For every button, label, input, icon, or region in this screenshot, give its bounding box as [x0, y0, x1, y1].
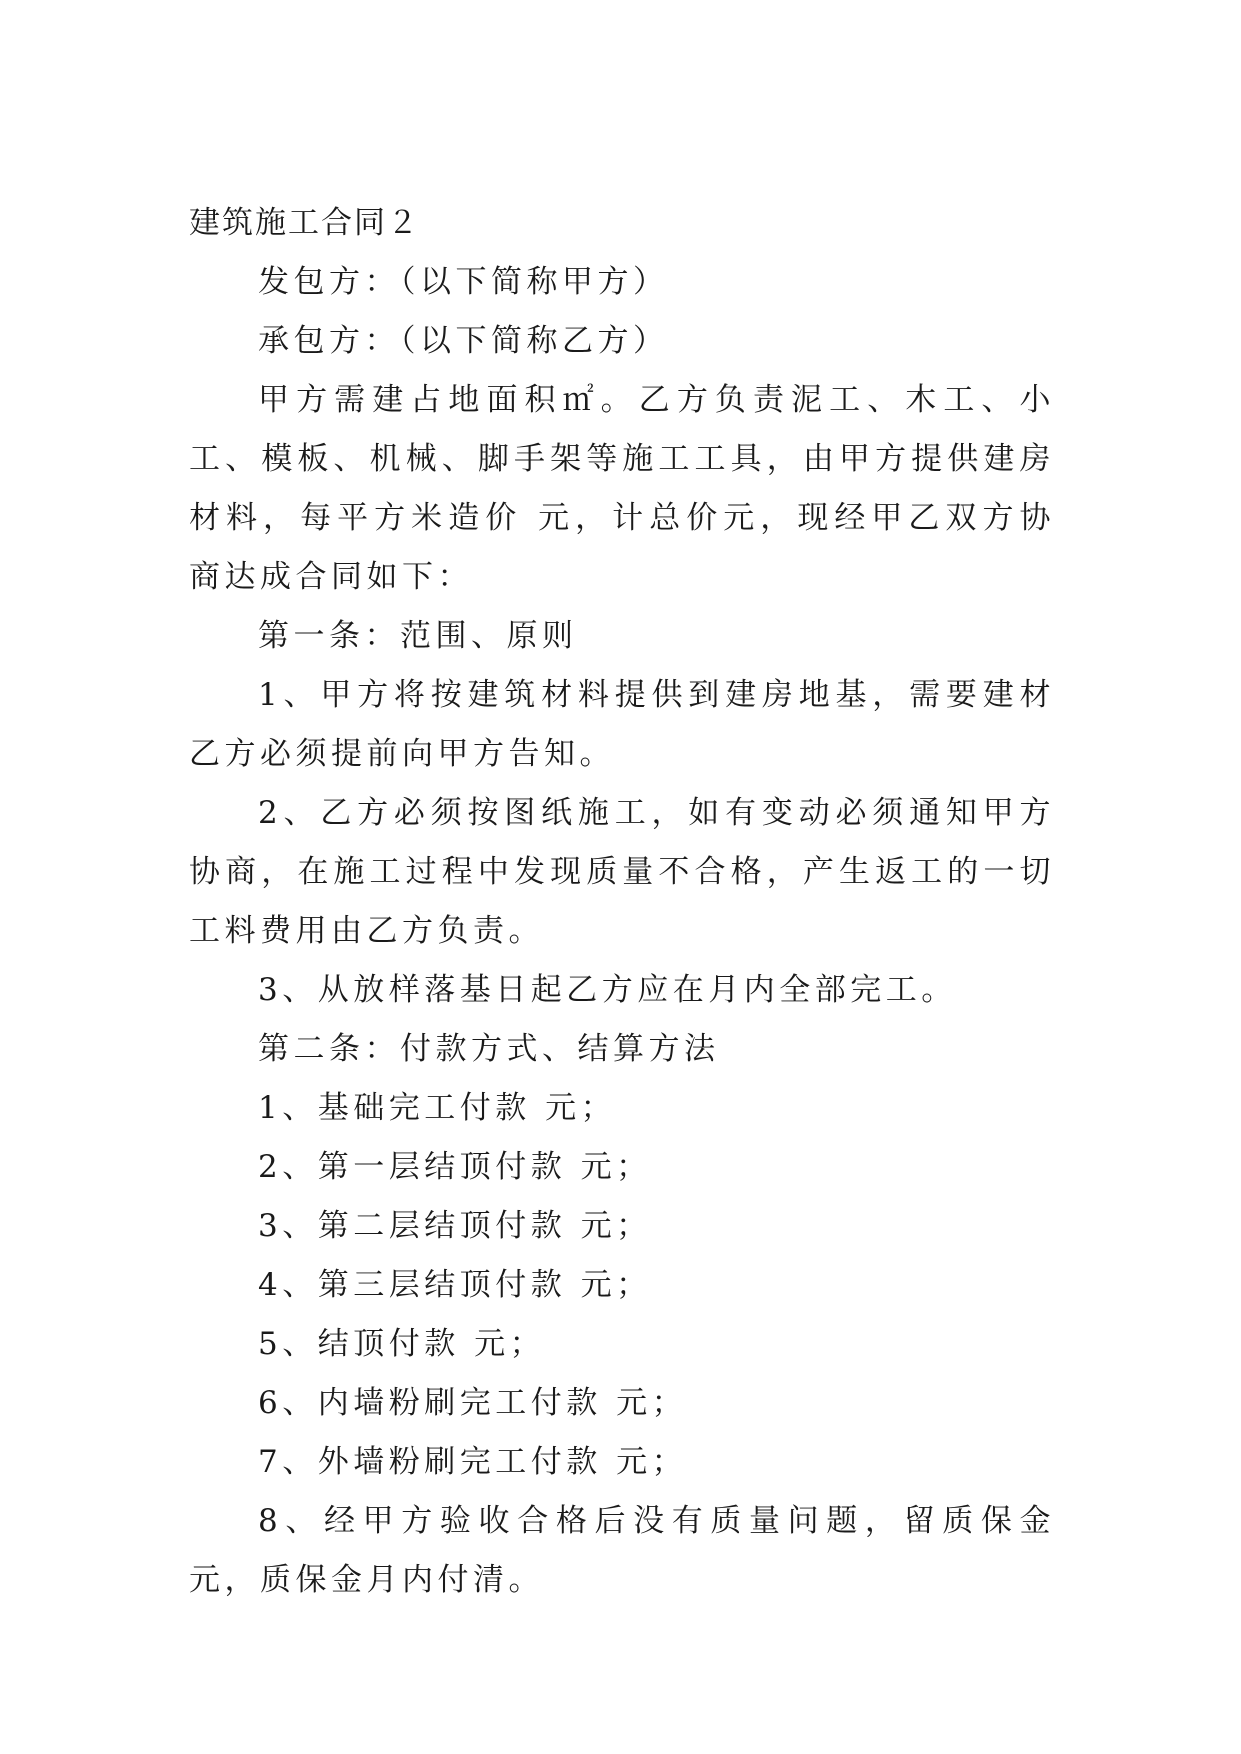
- article-one-item-1: 1、甲方将按建筑材料提供到建房地基，需要建材乙方必须提前向甲方告知。: [189, 677, 1055, 772]
- payment-item-7: 7、外墙粉刷完工付款 元；: [258, 1444, 688, 1480]
- payment-item-1: 1、基础完工付款 元；: [258, 1090, 617, 1126]
- paragraph-contractor: 承包方：（以下简称乙方）: [258, 323, 669, 359]
- article-one-heading: 第一条：范围、原则: [258, 618, 578, 654]
- document-body: [189, 194, 1055, 1610]
- paragraph-intro: 甲方需建占地面积㎡。乙方负责泥工、木工、小工、模板、机械、脚手架等施工工具，由甲方提供建房材料，每平方米造价 元，计总价元，现经甲乙双方协商达成合同如下：: [189, 382, 1055, 595]
- article-one-item-3: 3、从放样落基日起乙方应在月内全部完工。: [258, 972, 957, 1008]
- document-title: 建筑施工合同２: [189, 205, 420, 241]
- payment-item-2: 2、第一层结顶付款 元；: [258, 1149, 652, 1185]
- payment-item-5: 5、结顶付款 元；: [258, 1326, 546, 1362]
- payment-item-3: 3、第二层结顶付款 元；: [258, 1208, 652, 1244]
- article-one-item-2: 2、乙方必须按图纸施工，如有变动必须通知甲方协商，在施工过程中发现质量不合格，产生返工的一切工料费用由乙方负责。: [189, 795, 1055, 949]
- payment-item-4: 4、第三层结顶付款 元；: [258, 1267, 652, 1303]
- payment-item-8: 8、经甲方验收合格后没有质量问题，留质保金 元，质保金月内付清。: [189, 1503, 1055, 1598]
- payment-item-6: 6、内墙粉刷完工付款 元；: [258, 1385, 688, 1421]
- article-two-heading: 第二条：付款方式、结算方法: [258, 1031, 720, 1067]
- paragraph-employer: 发包方：（以下简称甲方）: [258, 264, 669, 300]
